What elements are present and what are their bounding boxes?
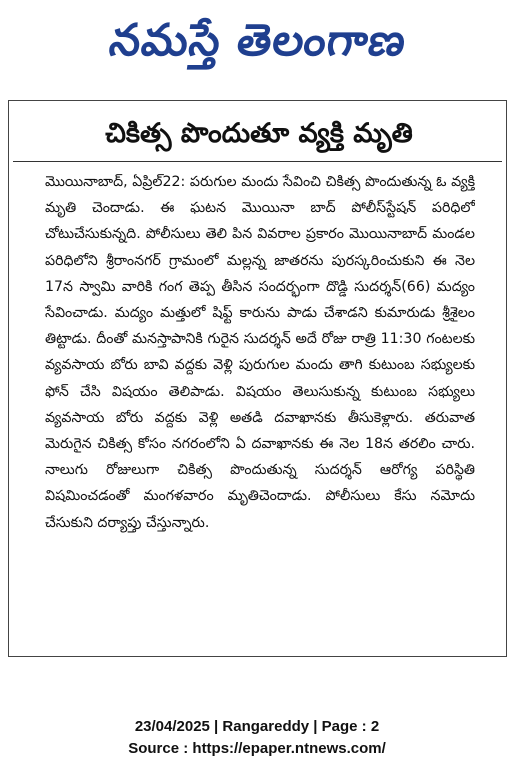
article-headline: చికిత్స పొందుతూ వ్యక్తి మృతి — [105, 118, 413, 149]
source-link[interactable]: Source : https://epaper.ntnews.com/ — [128, 740, 386, 757]
headline-divider — [13, 161, 502, 162]
article-body — [45, 169, 475, 639]
publication-info: 23/04/2025 | Rangareddy | Page : 2 — [134, 718, 380, 735]
article-paragraph: మొయినాబాద్, ఏప్రిల్22: పరుగుల మందు సేవించి చికిత్స పొందుతున్న ఓ వ్యక్తి మృతి చెందాడు. ఈ ఘటన మొయినా బాద్ పోలీస్‌స్టేషన్ పరిధిలో చోటుచేసుకున్నది. పోలీసులు తెలి పిన వివరాల ప్రకారం మొయినాబాద్ మండల పరిధిలోని శ్రీరాంనగర్ గ్రామంలో మల్లన్న జాతరను పురస్కరించుకుని ఈ నెల 17న స్వామి వారికి గంగ తెప్ప తీసిన సందర్భంగా దొడ్డి సుదర్శన్(66) మద్యం సేవించాడు. మద్యం మత్తులో షిఫ్ట్ కారును పాడు చేశాడని కుమారుడు శ్రీశైలం తిట్టాడు. దీంతో మనస్తాపానికి గురైన సుదర్శన్ అదే రోజు రాత్రి 11:30 గంటలకు వ్యవసాయ బోరు బావి వద్దకు వెళ్లి పురుగుల మందు తాగి కుటుంబ సభ్యులకు ఫోన్ చేసి విషయం తెలిపాడు. విషయం తెలుసుకున్న కుటుంబ సభ్యులు వ్యవసాయ బోరు వద్దకు వెళ్లి అతడి దవాఖానకు తీసుకెళ్లారు. తరువాత మెరుగైన చికిత్స కోసం నగరంలోని ఏ దవాఖానకు ఈ నెల 18న తరలిం చారు. నాలుగు రోజులుగా చికిత్స పొందుతున్న సుదర్శన్ ఆరోగ్య పరిస్థితి విషమించడంతో మంగళవారం మృతిచెందాడు. పోలీసులు కేసు నమోదు చేసుకుని దర్యాప్తు చేస్తున్నారు. — [45, 174, 475, 531]
news-clipping — [8, 100, 507, 657]
newspaper-masthead: నమస్తే తెలంగాణ — [106, 15, 410, 66]
